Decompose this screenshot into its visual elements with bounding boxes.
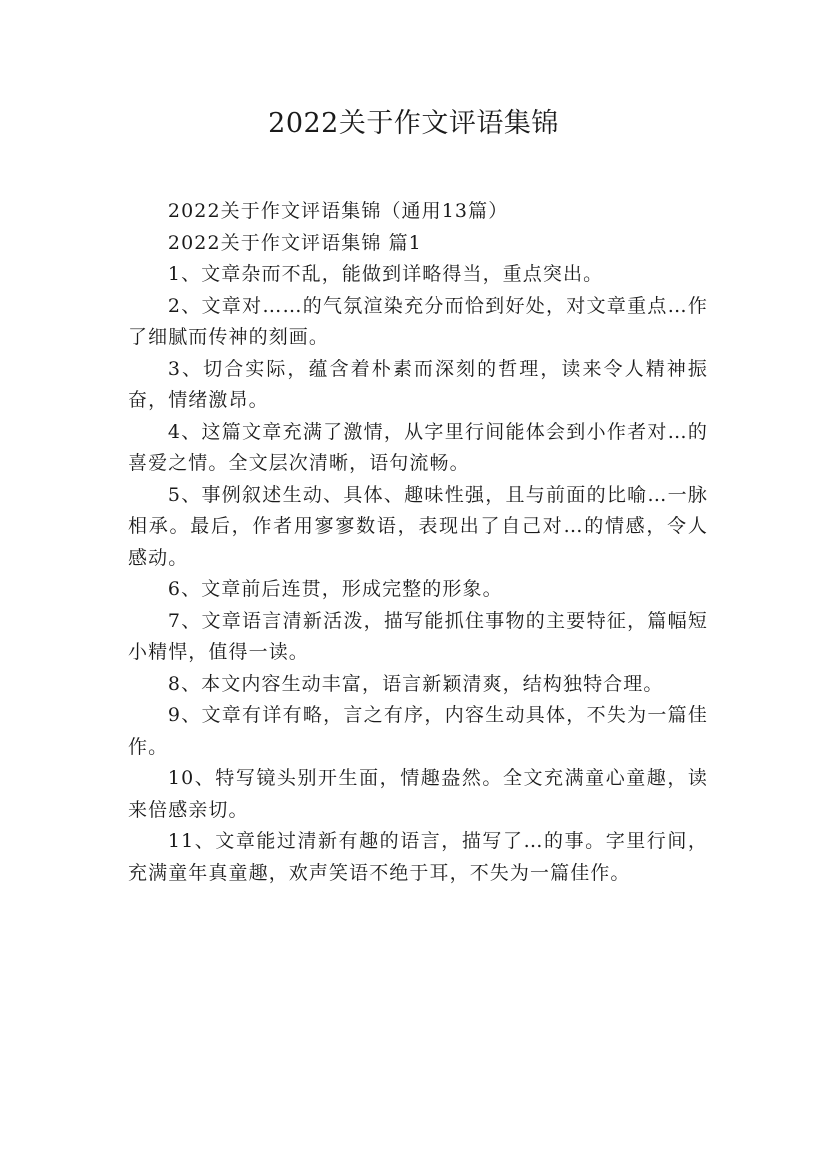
- section-heading: 2022关于作文评语集锦 篇1: [167, 231, 422, 254]
- page-title: 2022关于作文评语集锦: [268, 108, 559, 139]
- comment-paragraph: 8、本文内容生动丰富，语言新颖清爽，结构独特合理。: [167, 672, 664, 695]
- comment-paragraph: 5、事例叙述生动、具体、趣味性强，且与前面的比喻…一脉相承。最后，作者用寥寥数语，表现出了自己对…的情感，令人感动。: [128, 483, 708, 569]
- comment-paragraph: 7、文章语言清新活泼，描写能抓住事物的主要特征，篇幅短小精悍，值得一读。: [128, 609, 708, 663]
- document-body: [128, 196, 708, 889]
- comment-paragraph: 2、文章对……的气氛渲染充分而恰到好处，对文章重点…作了细腻而传神的刻画。: [128, 294, 708, 348]
- comment-paragraph: 4、这篇文章充满了激情，从字里行间能体会到小作者对…的喜爱之情。全文层次清晰，语句流畅。: [128, 420, 708, 474]
- subtitle: 2022关于作文评语集锦（通用13篇）: [167, 200, 509, 222]
- comment-paragraph: 1、文章杂而不乱，能做到详略得当，重点突出。: [167, 263, 604, 285]
- comment-paragraph: 10、特写镜头别开生面，情趣盎然。全文充满童心童趣，读来倍感亲切。: [128, 767, 708, 821]
- comment-paragraph: 6、文章前后连贯，形成完整的形象。: [167, 578, 503, 600]
- comment-paragraph: 3、切合实际，蕴含着朴素而深刻的哲理，读来令人精神振奋，情绪激昂。: [128, 357, 708, 411]
- comment-paragraph: 9、文章有详有略，言之有序，内容生动具体，不失为一篇佳作。: [128, 704, 708, 758]
- comment-paragraph: 11、文章能过清新有趣的语言，描写了…的事。字里行间，充满童年真童趣，欢声笑语不绝于耳，不失为一篇佳作。: [128, 830, 708, 884]
